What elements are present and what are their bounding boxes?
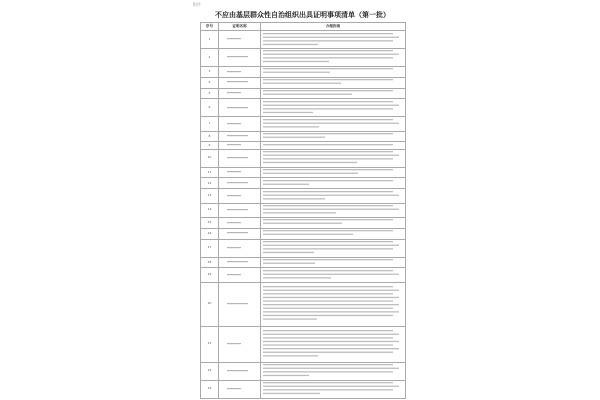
certificate-name <box>219 362 261 380</box>
guide-text-block <box>261 239 406 257</box>
table-row <box>201 149 406 167</box>
row-number: 19 <box>201 268 219 282</box>
table-row <box>201 268 406 282</box>
table-row <box>201 178 406 189</box>
row-number: 22 <box>201 362 219 380</box>
row-number: 8 <box>201 131 219 142</box>
table-row <box>201 239 406 257</box>
guide-text-block <box>261 268 406 282</box>
guide-text-block <box>261 99 406 117</box>
row-number: 3 <box>201 66 219 77</box>
table-row <box>201 117 406 131</box>
row-number: 1 <box>201 31 219 49</box>
guide-text-block <box>261 48 406 66</box>
row-number: 5 <box>201 88 219 99</box>
row-number: 20 <box>201 282 219 326</box>
table-row <box>201 131 406 142</box>
table-row <box>201 88 406 99</box>
table-row <box>201 217 406 228</box>
table-body <box>201 31 406 399</box>
header-number: 序号 <box>201 23 219 31</box>
table-row <box>201 167 406 178</box>
row-number: 13 <box>201 189 219 203</box>
table-row <box>201 189 406 203</box>
certificate-name <box>219 117 261 131</box>
guide-text-block <box>261 362 406 380</box>
table-row <box>201 380 406 398</box>
table-row <box>201 326 406 362</box>
certificate-name <box>219 189 261 203</box>
guide-text-block <box>261 88 406 99</box>
guide-text-block <box>261 228 406 239</box>
guide-text-block <box>261 131 406 142</box>
certificate-name <box>219 99 261 117</box>
table-header-row <box>201 23 406 31</box>
guide-text-block <box>261 77 406 88</box>
row-number: 18 <box>201 257 219 268</box>
certificate-name <box>219 77 261 88</box>
guide-text-block <box>261 31 406 49</box>
certificate-name <box>219 131 261 142</box>
certificate-name <box>219 48 261 66</box>
certificate-list-table <box>200 22 406 399</box>
table-row <box>201 203 406 217</box>
row-number: 15 <box>201 217 219 228</box>
document-page <box>200 8 405 399</box>
table-row <box>201 257 406 268</box>
certificate-name <box>219 66 261 77</box>
guide-text-block <box>261 149 406 167</box>
row-number: 17 <box>201 239 219 257</box>
certificate-name <box>219 268 261 282</box>
guide-text-block <box>261 66 406 77</box>
certificate-name <box>219 326 261 362</box>
row-number: 4 <box>201 77 219 88</box>
table-row <box>201 282 406 326</box>
guide-text-block <box>261 326 406 362</box>
guide-text-block <box>261 380 406 398</box>
guide-text-block <box>261 217 406 228</box>
table-row <box>201 77 406 88</box>
attachment-label: 附件 <box>193 2 201 7</box>
certificate-name <box>219 178 261 189</box>
guide-text-block <box>261 178 406 189</box>
certificate-name <box>219 257 261 268</box>
certificate-name <box>219 203 261 217</box>
table-row <box>201 362 406 380</box>
certificate-name <box>219 217 261 228</box>
row-number: 12 <box>201 178 219 189</box>
guide-text-block <box>261 167 406 178</box>
certificate-name <box>219 228 261 239</box>
guide-text-block <box>261 189 406 203</box>
guide-text-block <box>261 282 406 326</box>
certificate-name <box>219 239 261 257</box>
document-title: 不应由基层群众性自治组织出具证明事项清单（第一批） <box>215 10 390 19</box>
guide-text-block <box>261 203 406 217</box>
certificate-name <box>219 31 261 49</box>
row-number: 14 <box>201 203 219 217</box>
header-guide: 办理指南 <box>261 23 406 31</box>
row-number: 9 <box>201 142 219 149</box>
certificate-name <box>219 142 261 149</box>
table-row <box>201 228 406 239</box>
row-number: 23 <box>201 380 219 398</box>
guide-text-block <box>261 142 406 149</box>
row-number: 6 <box>201 99 219 117</box>
certificate-name <box>219 88 261 99</box>
row-number: 21 <box>201 326 219 362</box>
table-row <box>201 66 406 77</box>
row-number: 10 <box>201 149 219 167</box>
guide-text-block <box>261 117 406 131</box>
row-number: 7 <box>201 117 219 131</box>
certificate-name <box>219 380 261 398</box>
header-certificate-name: 证明名称 <box>219 23 261 31</box>
table-row <box>201 142 406 149</box>
row-number: 2 <box>201 48 219 66</box>
certificate-name <box>219 282 261 326</box>
certificate-name <box>219 149 261 167</box>
table-row <box>201 31 406 49</box>
certificate-name <box>219 167 261 178</box>
table-row <box>201 99 406 117</box>
table-row <box>201 48 406 66</box>
row-number: 11 <box>201 167 219 178</box>
guide-text-block <box>261 257 406 268</box>
row-number: 16 <box>201 228 219 239</box>
